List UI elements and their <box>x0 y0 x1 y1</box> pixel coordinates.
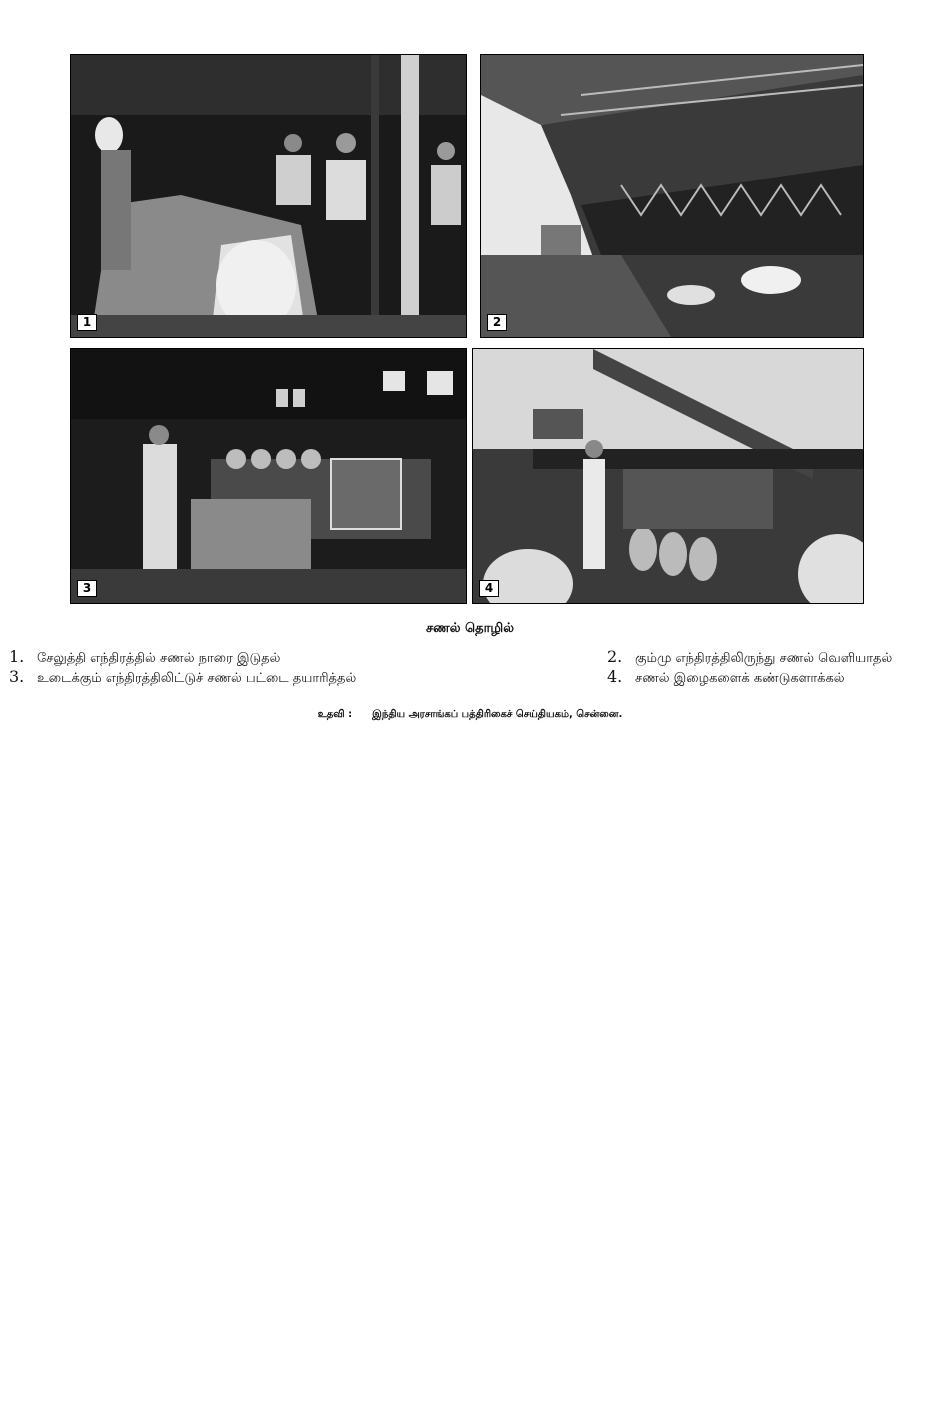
caption-1-number: 1. <box>9 647 25 666</box>
caption-3 <box>9 667 356 689</box>
caption-2-text: கும்மு எந்திரத்திலிருந்து சணல் வெளியாதல் <box>635 651 893 666</box>
plate-number-2: 2 <box>487 314 507 331</box>
photo-4-image <box>473 349 863 603</box>
credit-text: இந்திய அரசாங்கப் பத்திரிகைச் செய்தியகம், சென்னை. <box>372 709 623 720</box>
caption-3-text: உடைக்கும் எந்திரத்திலிட்டுச் சணல் பட்டை தயாரித்தல் <box>37 671 357 686</box>
caption-4-number: 4. <box>607 667 623 686</box>
photo-1-image <box>71 55 466 337</box>
caption-1 <box>9 647 280 669</box>
caption-1-text: சேலுத்தி எந்திரத்தில் சணல் நாரை இடுதல் <box>37 651 281 666</box>
figure-title: சணல் தொழில் <box>425 621 515 636</box>
caption-2-number: 2. <box>607 647 623 666</box>
photo-credit <box>0 709 940 721</box>
photo-plate-2 <box>480 54 864 338</box>
photo-plate-4 <box>472 348 864 604</box>
caption-3-number: 3. <box>9 667 25 686</box>
photo-plate-1 <box>70 54 467 338</box>
plate-number-3: 3 <box>77 580 97 597</box>
caption-4 <box>607 667 845 689</box>
photo-3-image <box>71 349 466 603</box>
caption-4-text: சணல் இழைகளைக் கண்டுகளாக்கல் <box>635 671 845 686</box>
plate-number-4: 4 <box>479 580 499 597</box>
plate-number-1: 1 <box>77 314 97 331</box>
photo-2-image <box>481 55 863 337</box>
caption-2 <box>607 647 892 669</box>
photo-plate-3 <box>70 348 467 604</box>
credit-label: உதவி : <box>317 709 353 720</box>
